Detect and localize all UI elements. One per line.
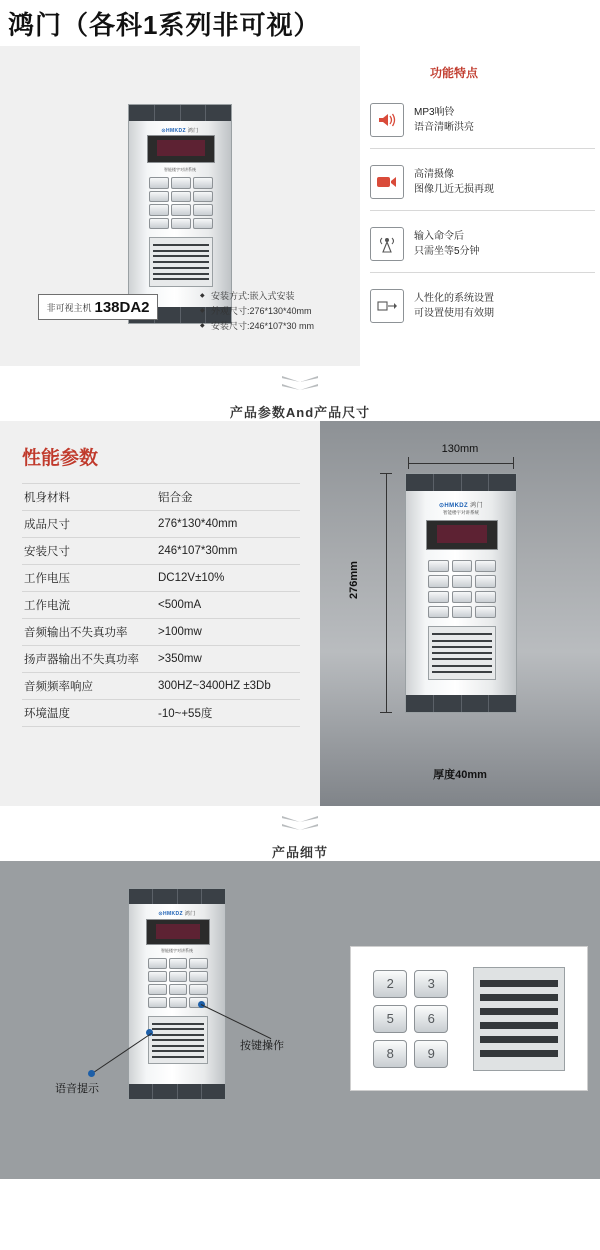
detail-zoom-panel bbox=[340, 861, 600, 1179]
section-divider-details bbox=[0, 806, 600, 861]
product-device-dimension-image bbox=[405, 473, 517, 713]
features-title: 功能特点 bbox=[430, 66, 479, 80]
param-key: 机身材料 bbox=[22, 484, 150, 511]
device-logo: ⊙HMKDZ 鸿门 bbox=[161, 128, 199, 134]
param-value: 246*107*30mm bbox=[150, 538, 300, 565]
feature-line-1: 输入命令后 bbox=[414, 231, 464, 242]
param-key: 扬声器输出不失真功率 bbox=[22, 646, 150, 673]
param-value: >350mw bbox=[150, 646, 300, 673]
divider bbox=[370, 272, 595, 273]
device-keypad bbox=[149, 177, 213, 229]
feature-line-1: MP3响铃 bbox=[414, 107, 455, 118]
param-key: 音频频率响应 bbox=[22, 673, 150, 700]
param-value: 300HZ~3400HZ ±3Db bbox=[150, 673, 300, 700]
param-key: 工作电压 bbox=[22, 565, 150, 592]
dimension-line-horizontal bbox=[408, 463, 514, 464]
table-row bbox=[22, 538, 300, 565]
feature-line-1: 人性化的系统设置 bbox=[414, 293, 494, 304]
detail-zoom-card bbox=[350, 946, 588, 1091]
device-top-cap bbox=[129, 889, 225, 904]
param-key: 工作电流 bbox=[22, 592, 150, 619]
param-key: 音频输出不失真功率 bbox=[22, 619, 150, 646]
keypad-closeup bbox=[373, 970, 448, 1068]
table-row bbox=[22, 700, 300, 727]
device-speaker-grille bbox=[428, 626, 496, 680]
param-value: -10~+55度 bbox=[150, 700, 300, 727]
device-top-cap bbox=[406, 474, 516, 491]
table-row bbox=[22, 673, 300, 700]
dimension-width-label: 130mm bbox=[441, 443, 479, 455]
dimension-tick bbox=[513, 457, 514, 469]
dimension-tick bbox=[380, 712, 392, 713]
dimension-tick bbox=[408, 457, 409, 469]
param-value: 276*130*40mm bbox=[150, 511, 300, 538]
table-row bbox=[22, 565, 300, 592]
params-panel bbox=[0, 421, 320, 806]
table-row bbox=[22, 646, 300, 673]
feature-line-2: 图像几近无损再现 bbox=[414, 184, 494, 195]
device-bottom-cap bbox=[406, 695, 516, 712]
divider bbox=[370, 210, 595, 211]
antenna-icon bbox=[370, 227, 404, 261]
feature-line-2: 只需坐等5分钟 bbox=[414, 246, 480, 257]
speaker-grille-closeup bbox=[473, 967, 565, 1071]
chevron-down-icon bbox=[282, 376, 318, 394]
device-sublabel: 智能楼宇对讲系统 bbox=[164, 167, 196, 172]
param-value: DC12V±10% bbox=[150, 565, 300, 592]
param-key: 成品尺寸 bbox=[22, 511, 150, 538]
feature-item-command bbox=[370, 218, 600, 270]
param-value: 铝合金 bbox=[150, 484, 300, 511]
feature-item-settings bbox=[370, 280, 600, 332]
callout-label-keys: 按键操作 bbox=[240, 1040, 284, 1052]
product-device-detail-image bbox=[128, 888, 226, 1100]
list-item: ◆ 安装尺寸:246*107*30 mm bbox=[200, 319, 314, 334]
speaker-icon bbox=[370, 103, 404, 137]
product-model-badge bbox=[38, 294, 158, 320]
feature-item-camera bbox=[370, 156, 600, 208]
feature-text bbox=[414, 291, 494, 321]
page-title: 鸿门（各科1系列非可视） bbox=[8, 9, 321, 40]
table-row bbox=[22, 592, 300, 619]
key-digit: 5 bbox=[373, 1005, 407, 1033]
features-panel bbox=[360, 46, 600, 366]
device-logo: ⊙HMKDZ 鸿门 bbox=[158, 911, 196, 917]
section-specifications bbox=[0, 421, 600, 806]
params-title: 性能参数 bbox=[22, 448, 99, 469]
feature-line-1: 高清摄像 bbox=[414, 169, 454, 180]
device-sublabel: 智能楼宇对讲系统 bbox=[443, 510, 479, 515]
key-digit: 2 bbox=[373, 970, 407, 998]
key-digit: 8 bbox=[373, 1040, 407, 1068]
feature-text bbox=[414, 105, 474, 135]
device-sublabel: 智能楼宇对讲系统 bbox=[161, 948, 193, 953]
page-header bbox=[0, 0, 600, 46]
section-divider-params bbox=[0, 366, 600, 421]
dimension-height-label: 276mm bbox=[348, 561, 360, 599]
product-photo-panel bbox=[0, 46, 360, 366]
param-value: <500mA bbox=[150, 592, 300, 619]
feature-line-2: 语音清晰洪亮 bbox=[414, 122, 474, 133]
product-type-label: 非可视主机 bbox=[46, 302, 92, 313]
divider bbox=[370, 148, 595, 149]
dimension-line-vertical bbox=[386, 473, 387, 713]
camera-icon bbox=[370, 165, 404, 199]
list-item: ◆ 外观尺寸:276*130*40mm bbox=[200, 304, 314, 319]
section-product-details bbox=[0, 861, 600, 1179]
device-speaker-grille bbox=[148, 1016, 208, 1064]
list-item: ◆ 安装方式:嵌入式安装 bbox=[200, 289, 314, 304]
device-screen bbox=[147, 135, 215, 163]
device-screen bbox=[146, 919, 210, 945]
feature-line-2: 可设置使用有效期 bbox=[414, 308, 494, 319]
params-table bbox=[22, 483, 300, 727]
device-screen bbox=[426, 520, 498, 550]
dimension-thickness-label: 厚度40mm bbox=[433, 769, 487, 781]
detail-photo-panel bbox=[0, 861, 340, 1179]
table-row bbox=[22, 619, 300, 646]
key-digit: 3 bbox=[414, 970, 448, 998]
dimension-tick bbox=[380, 473, 392, 474]
param-key: 安装尺寸 bbox=[22, 538, 150, 565]
param-value: >100mw bbox=[150, 619, 300, 646]
feature-item-mp3 bbox=[370, 94, 600, 146]
device-speaker-grille bbox=[149, 237, 213, 287]
device-keypad bbox=[428, 560, 496, 618]
product-model-number: 138DA2 bbox=[94, 298, 150, 316]
device-logo: ⊙HMKDZ 鸿门 bbox=[439, 503, 483, 509]
table-row bbox=[22, 484, 300, 511]
key-digit: 6 bbox=[414, 1005, 448, 1033]
product-spec-list bbox=[200, 289, 314, 334]
callout-dot-voice-end bbox=[88, 1070, 95, 1077]
divider-label: 产品参数And产品尺寸 bbox=[229, 405, 371, 420]
settings-flow-icon bbox=[370, 289, 404, 323]
dimension-drawing-panel bbox=[320, 421, 600, 806]
key-digit: 9 bbox=[414, 1040, 448, 1068]
device-bottom-cap bbox=[129, 1084, 225, 1099]
device-top-cap bbox=[129, 105, 231, 121]
feature-text bbox=[414, 229, 480, 259]
callout-label-voice: 语音提示 bbox=[55, 1083, 99, 1095]
param-key: 环境温度 bbox=[22, 700, 150, 727]
feature-text bbox=[414, 167, 494, 197]
table-row bbox=[22, 511, 300, 538]
divider-label: 产品细节 bbox=[271, 845, 328, 860]
section-product-overview bbox=[0, 46, 600, 366]
chevron-down-icon bbox=[282, 816, 318, 834]
